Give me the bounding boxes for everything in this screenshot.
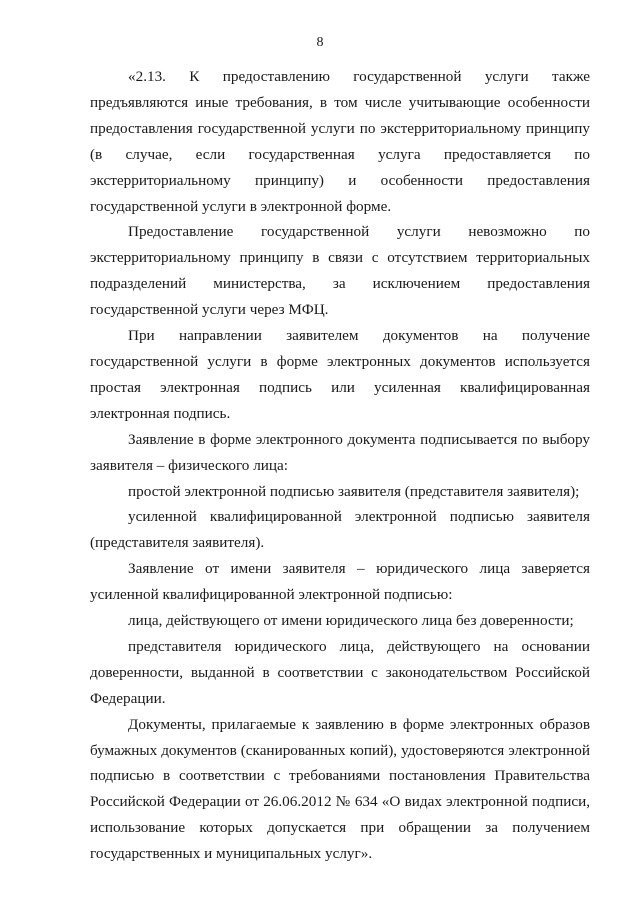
paragraph-individual-application: Заявление в форме электронного документа подписывается по выбору заявителя – физического лица: <box>90 430 590 474</box>
page-number: 8 <box>316 35 324 50</box>
list-item-without-power-of-attorney: лица, действующего от имени юридического лица без доверенности; <box>128 612 574 630</box>
list-item-representative: представителя юридического лица, действующего на основании доверенности, выданной в соответствии с законодательством Российской Федерации. <box>90 637 590 707</box>
paragraph-attached-documents: Документы, прилагаемые к заявлению в форме электронных образов бумажных документов (сканированных копий), удостоверяются электронной подписью в соответствии с требованиями постановления Правительства Российской Федерации от 26.06.2012 № 634 «О видах электронной подписи, использование которых допускается при обращении за получением государственных и муниципальных услуг». <box>90 715 590 863</box>
list-item-simple-signature: простой электронной подписью заявителя (представителя заявителя); <box>128 482 580 500</box>
paragraph-2-13: «2.13. К предоставлению государственной услуги также предъявляются иные требования, в том числе учитывающие особенности предоставления государственной услуги по экстерриториальному принципу (в случае, если государственная услуга предоставляется по экстерриториальному принципу) и особенности предоставления государственной услуги в электронной форме. <box>90 68 590 215</box>
paragraph-electronic-signature: При направлении заявителем документов на получение государственной услуги в форме электронных документов используется простая электронная подпись или усиленная квалифицированная электронная подпись. <box>90 327 590 422</box>
paragraph-exterritorial: Предоставление государственной услуги невозможно по экстерриториальному принципу в связи с отсутствием территориальных подразделений министерства, за исключением предоставления государственной услуги через МФЦ. <box>90 223 590 319</box>
paragraph-legal-entity-application: Заявление от имени заявителя – юридического лица заверяется усиленной квалифицированной электронной подписью: <box>90 560 590 604</box>
list-item-qualified-signature: усиленной квалифицированной электронной подписью заявителя (представителя заявителя). <box>90 508 590 552</box>
document-body <box>90 64 590 867</box>
